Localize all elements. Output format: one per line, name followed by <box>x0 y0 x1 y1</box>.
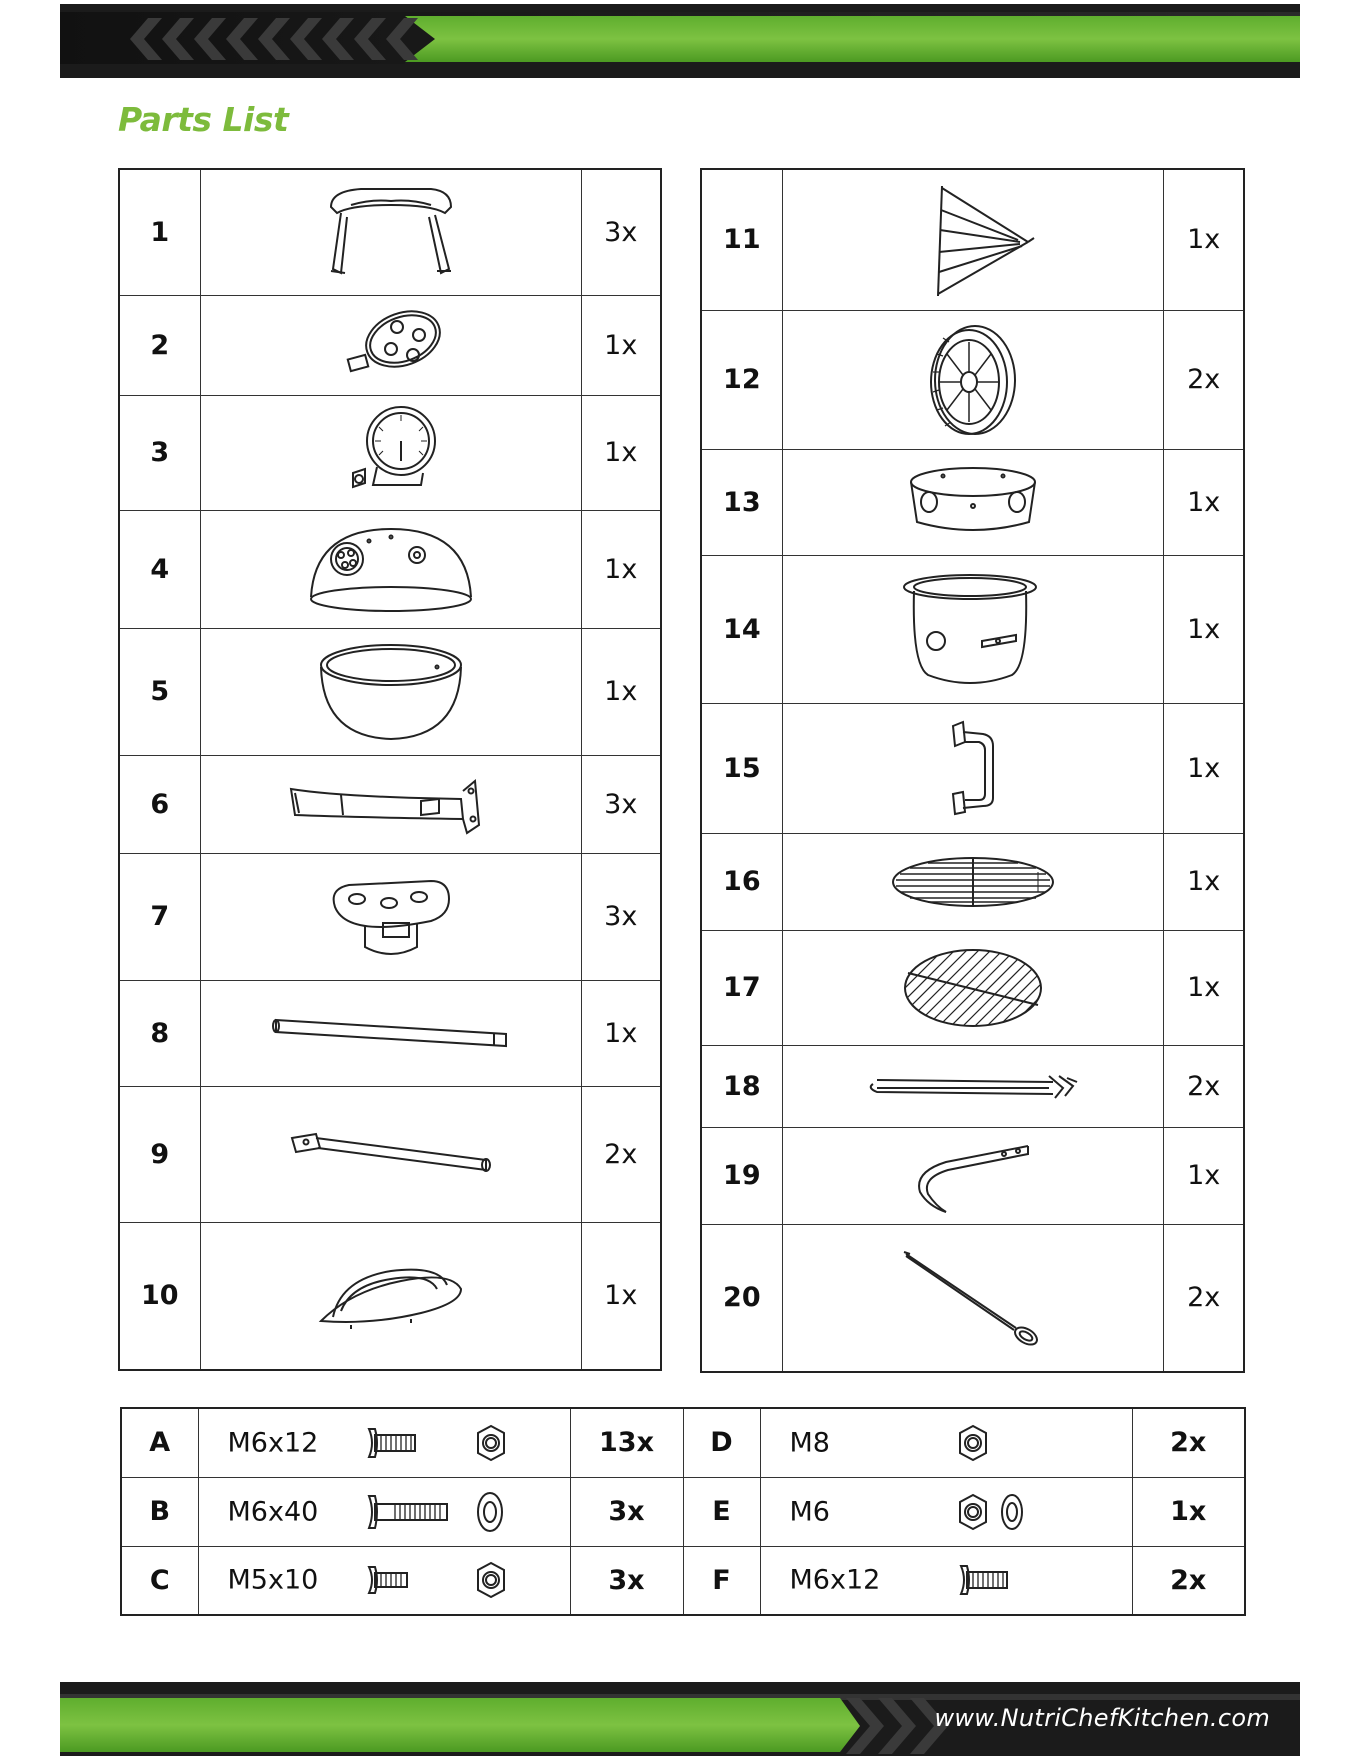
charcoal-grate-icon <box>898 943 1048 1033</box>
part-row <box>701 930 1244 1045</box>
part-row <box>701 169 1244 310</box>
part-number: 9 <box>119 1086 200 1222</box>
part-number: 18 <box>701 1045 782 1127</box>
part-row <box>119 510 661 628</box>
washer-icon <box>475 1490 505 1534</box>
part-number: 11 <box>701 169 782 310</box>
part-row <box>701 833 1244 930</box>
part-number: 1 <box>119 169 200 295</box>
part-qty: 1x <box>1164 449 1244 555</box>
part-number: 20 <box>701 1224 782 1372</box>
small-bolt-icon <box>365 1563 411 1597</box>
part-row <box>119 1086 661 1222</box>
part-number: 5 <box>119 628 200 755</box>
ring-icon <box>903 462 1043 542</box>
part-qty: 1x <box>1164 930 1244 1045</box>
hex-nut-icon <box>957 1424 989 1462</box>
part-qty: 2x <box>1164 1224 1244 1372</box>
part-number: 7 <box>119 853 200 980</box>
page-title: Parts List <box>118 100 289 139</box>
part-row <box>119 395 661 510</box>
hardware-qty: 13x <box>570 1408 683 1477</box>
wheel-icon <box>923 320 1023 440</box>
part-qty: 1x <box>581 980 661 1086</box>
part-row <box>119 295 661 395</box>
part-row <box>701 555 1244 703</box>
tongs-icon <box>863 1066 1083 1106</box>
hex-nut-icon <box>957 1493 989 1531</box>
part-number: 12 <box>701 310 782 449</box>
part-number: 17 <box>701 930 782 1045</box>
washer-icon <box>999 1492 1025 1532</box>
part-qty: 3x <box>581 169 661 295</box>
hardware-qty: 1x <box>1132 1477 1245 1546</box>
short-bolt-icon <box>365 1425 419 1461</box>
part-row <box>119 628 661 755</box>
footer-url[interactable]: www.NutriChefKitchen.com <box>934 1704 1270 1732</box>
part-row <box>119 853 661 980</box>
hardware-qty: 2x <box>1132 1546 1245 1615</box>
part-number: 19 <box>701 1127 782 1224</box>
ash-tray-icon <box>311 1251 471 1341</box>
hardware-size: M6x12 <box>789 1564 881 1596</box>
part-qty: 1x <box>581 295 661 395</box>
hardware-size: M6x12 <box>227 1427 319 1459</box>
part-qty: 3x <box>581 853 661 980</box>
lid-dome-icon <box>301 519 481 619</box>
thermometer-icon <box>331 403 451 503</box>
hardware-qty: 3x <box>570 1546 683 1615</box>
part-number: 4 <box>119 510 200 628</box>
part-number: 6 <box>119 755 200 853</box>
part-row <box>701 703 1244 833</box>
part-qty: 1x <box>1164 169 1244 310</box>
hardware-letter: F <box>683 1546 760 1615</box>
part-qty: 2x <box>1164 310 1244 449</box>
leg-icon <box>286 1124 496 1184</box>
part-row <box>701 1045 1244 1127</box>
hardware-size: M8 <box>789 1427 830 1459</box>
charcoal-basket-icon <box>898 569 1048 689</box>
part-number: 14 <box>701 555 782 703</box>
hardware-qty: 3x <box>570 1477 683 1546</box>
part-qty: 1x <box>581 628 661 755</box>
hex-nut-icon <box>475 1424 507 1462</box>
part-qty: 1x <box>581 510 661 628</box>
header-banner-graphic <box>60 4 1300 78</box>
bowl-icon <box>311 637 471 747</box>
hardware-size: M6 <box>789 1496 830 1527</box>
part-qty: 1x <box>581 395 661 510</box>
part-row <box>119 1222 661 1370</box>
part-number: 13 <box>701 449 782 555</box>
part-qty: 1x <box>1164 703 1244 833</box>
hardware-letter: A <box>121 1408 198 1477</box>
hardware-letter: D <box>683 1408 760 1477</box>
short-bolt-icon <box>957 1562 1011 1598</box>
skewer-icon <box>898 1248 1048 1348</box>
part-row <box>119 169 661 295</box>
hardware-qty: 2x <box>1132 1408 1245 1477</box>
parts-table-left <box>118 168 662 1371</box>
part-number: 10 <box>119 1222 200 1370</box>
part-qty: 3x <box>581 755 661 853</box>
part-number: 15 <box>701 703 782 833</box>
hardware-letter: C <box>121 1546 198 1615</box>
part-qty: 1x <box>581 1222 661 1370</box>
hex-nut-icon <box>475 1561 507 1599</box>
hardware-row <box>121 1477 1245 1546</box>
header-banner <box>60 4 1300 78</box>
vent-plate-icon <box>331 305 451 385</box>
part-number: 2 <box>119 295 200 395</box>
part-row <box>701 449 1244 555</box>
part-row <box>701 1224 1244 1372</box>
rod-icon <box>266 1008 516 1058</box>
part-qty: 2x <box>1164 1045 1244 1127</box>
side-handle-icon <box>943 718 1003 818</box>
part-number: 3 <box>119 395 200 510</box>
hardware-row <box>121 1546 1245 1615</box>
part-row <box>119 980 661 1086</box>
parts-table-right <box>700 168 1245 1373</box>
part-row <box>701 1127 1244 1224</box>
part-number: 8 <box>119 980 200 1086</box>
hardware-letter: E <box>683 1477 760 1546</box>
part-qty: 1x <box>1164 1127 1244 1224</box>
leg-bracket-icon <box>281 769 501 839</box>
long-bolt-icon <box>365 1492 451 1532</box>
tripod-frame-icon <box>908 180 1038 300</box>
handle-icon <box>311 177 471 287</box>
part-qty: 1x <box>1164 555 1244 703</box>
part-row <box>119 755 661 853</box>
hook-icon <box>908 1136 1038 1216</box>
part-qty: 1x <box>1164 833 1244 930</box>
damper-icon <box>321 867 461 967</box>
hardware-size: M5x10 <box>227 1564 319 1596</box>
hardware-row <box>121 1408 1245 1477</box>
part-qty: 2x <box>581 1086 661 1222</box>
hardware-size: M6x40 <box>227 1496 319 1527</box>
part-number: 16 <box>701 833 782 930</box>
part-row <box>701 310 1244 449</box>
cooking-grate-icon <box>888 852 1058 912</box>
hardware-table <box>120 1407 1246 1616</box>
footer-banner <box>60 1682 1300 1756</box>
hardware-letter: B <box>121 1477 198 1546</box>
